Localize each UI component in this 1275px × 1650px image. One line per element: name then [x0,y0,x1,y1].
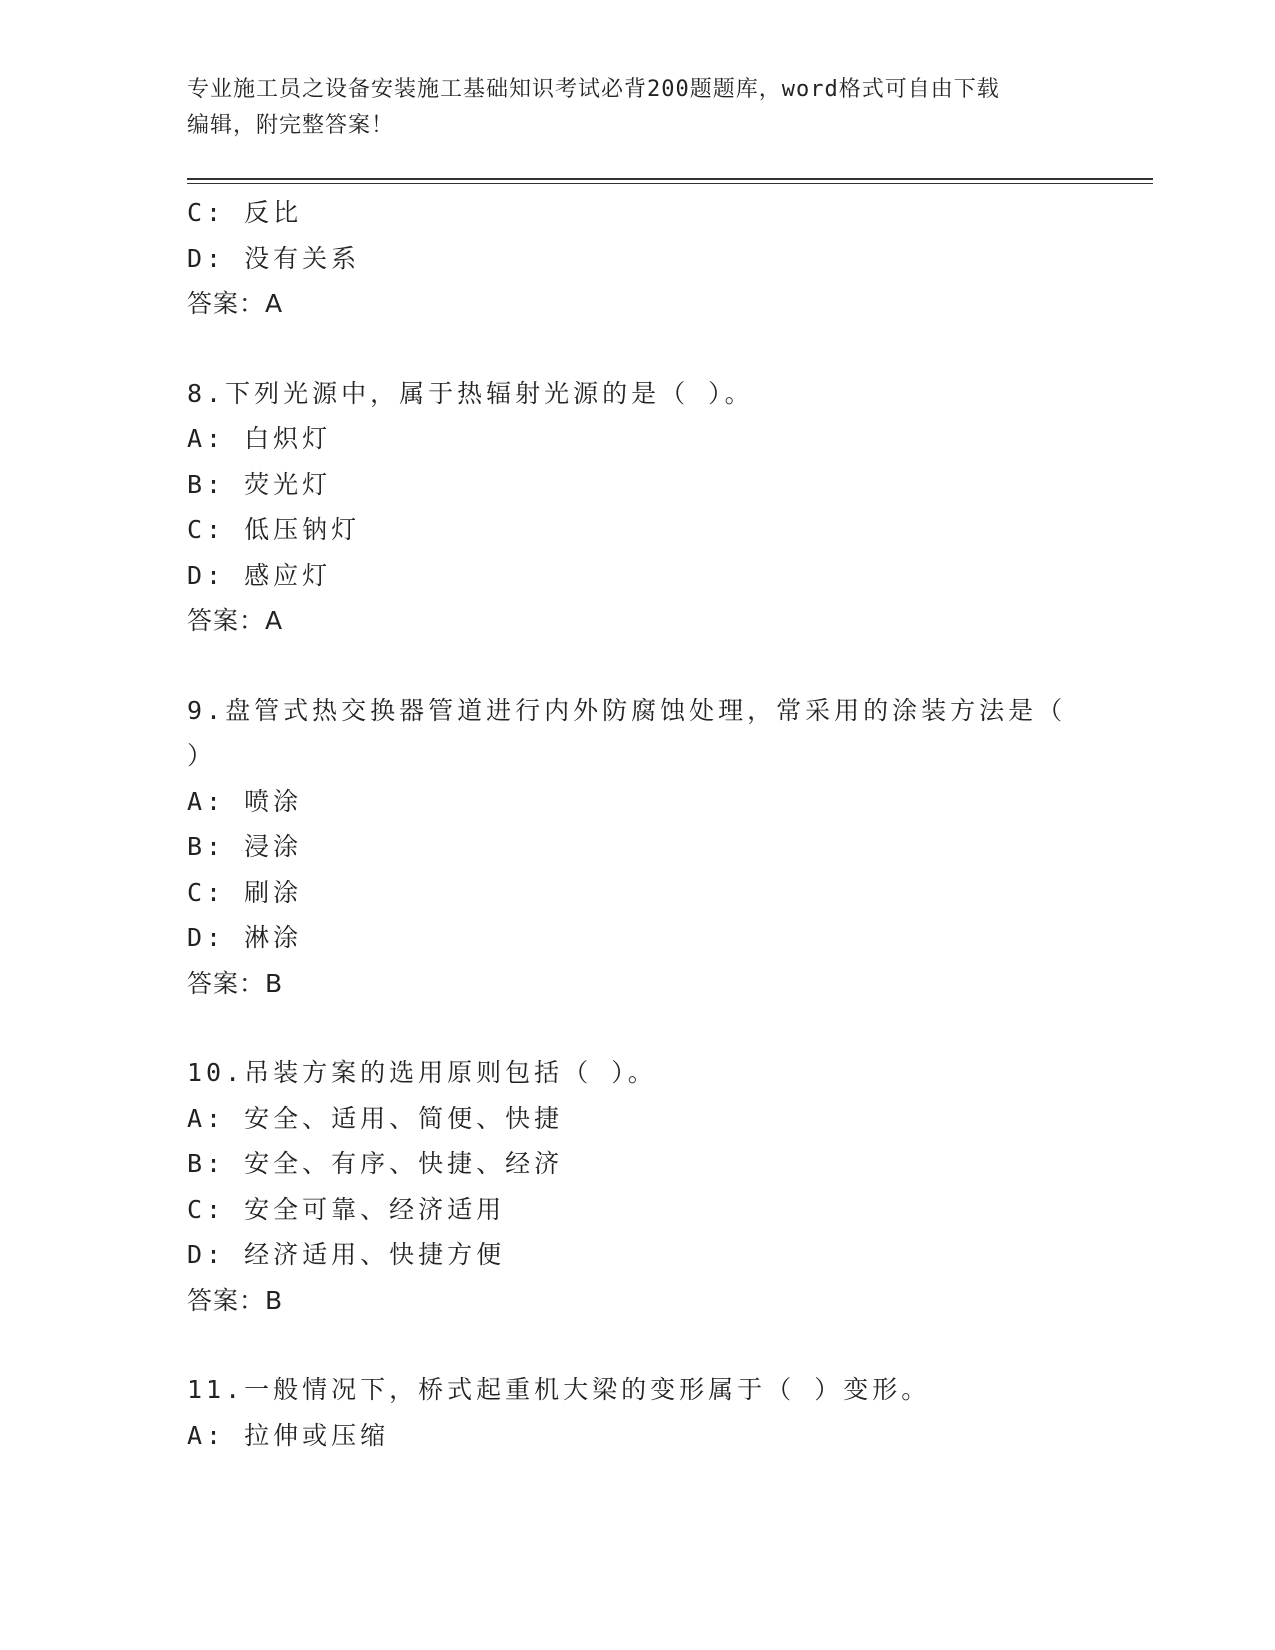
question-block-8 [187,371,1087,644]
option-b: B: 浸涂 [187,832,303,861]
option-c: C: 低压钠灯 [187,515,361,544]
option-d: D: 淋涂 [187,923,303,952]
document-header [187,72,1067,144]
spacer [187,1323,1087,1367]
option-d: D: 没有关系 [187,243,361,273]
header-rule-thick [187,178,1153,180]
header-title-line2: 编辑，附完整答案！ [187,113,395,138]
spacer [187,1006,1087,1050]
answer-line: 答案：A [187,606,284,635]
option-d: D: 感应灯 [187,560,332,590]
option-b: B: 安全、有序、快捷、经济 [187,1149,564,1178]
header-rule-thin [187,183,1153,184]
document-body [187,190,1087,1458]
option-d: D: 经济适用、快捷方便 [187,1240,506,1269]
option-c: C: 刷涂 [187,877,303,907]
option-a: A: 喷涂 [187,786,303,816]
option-a: A: 白炽灯 [187,424,332,453]
question-block-11 [187,1367,1087,1458]
option-c: C: 反比 [187,198,303,227]
question-block-7 [187,190,1087,327]
question-text: 11.一般情况下，桥式起重机大梁的变形属于（ ）变形。 [187,1375,931,1404]
question-block-9 [187,688,1087,1007]
option-b: B: 荧光灯 [187,469,332,499]
question-text: 10.吊装方案的选用原则包括（ ）。 [187,1058,657,1087]
header-title-line1: 专业施工员之设备安装施工基础知识考试必背200题题库，word格式可自由下载 [187,77,1000,102]
question-text-line1: 9.盘管式热交换器管道进行内外防腐蚀处理，常采用的涂装方法是（ [187,695,1067,725]
question-text-line2: ） [187,741,217,770]
question-text: 8.下列光源中，属于热辐射光源的是（ ）。 [187,378,754,408]
spacer [187,644,1087,688]
question-block-10 [187,1050,1087,1323]
answer-line: 答案：A [187,289,284,318]
option-a: A: 拉伸或压缩 [187,1420,390,1450]
option-c: C: 安全可靠、经济适用 [187,1194,506,1224]
option-a: A: 安全、适用、简便、快捷 [187,1103,564,1133]
answer-line: 答案：B [187,1285,284,1315]
answer-line: 答案：B [187,968,284,998]
spacer [187,327,1087,371]
